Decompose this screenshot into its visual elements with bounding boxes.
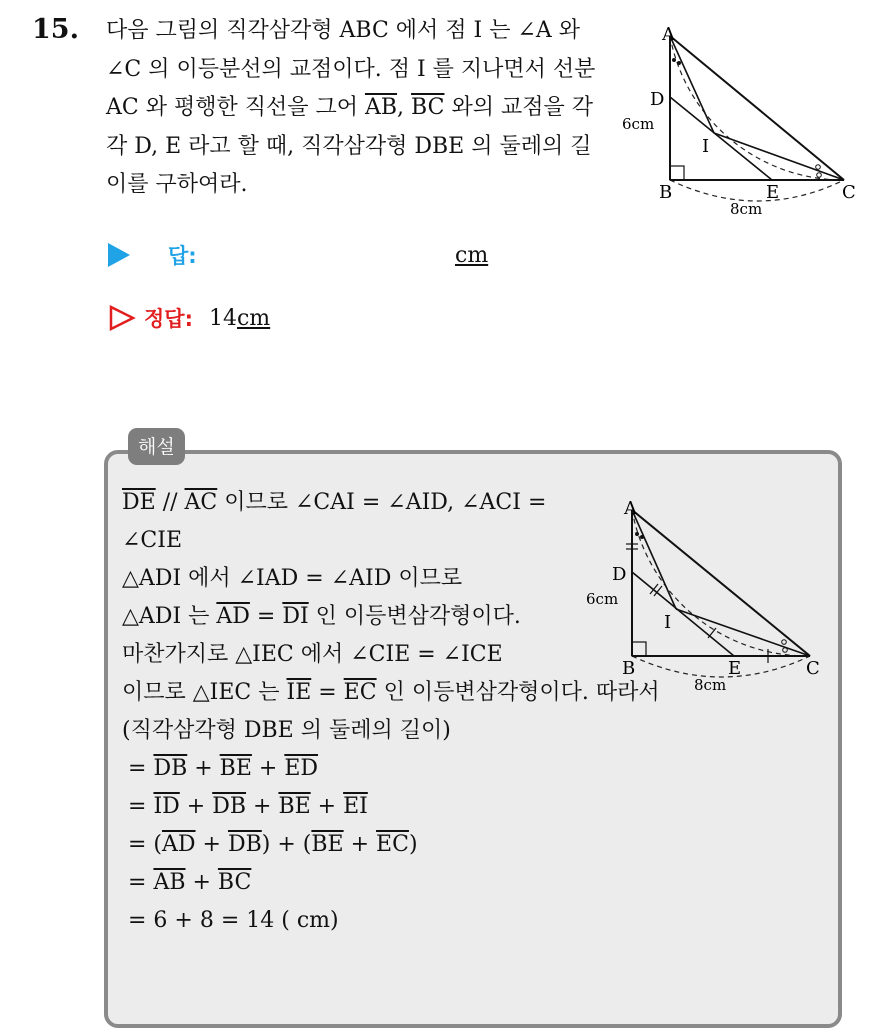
- solution-line-4: 마찬가지로 △IEC 에서 ∠CIE = ∠ICE: [122, 642, 503, 667]
- label-a: A: [662, 24, 675, 45]
- equation-5: = 6 + 8 = 14 ( cm): [128, 908, 339, 933]
- equation-1: = $\overline{DB} + \overline{BE} + \overline{ED}$: [128, 756, 319, 781]
- svg-text:8cm: 8cm: [694, 676, 727, 694]
- label-b: B: [659, 182, 673, 203]
- svg-text:6cm: 6cm: [586, 590, 619, 608]
- answer-unit: cm: [455, 243, 489, 268]
- question-number: 15.: [32, 14, 79, 45]
- side-ab-length: 6cm: [622, 115, 655, 133]
- svg-text:B: B: [622, 658, 636, 679]
- solution-line-6: (직각삼각형 DBE 의 둘레의 길이): [122, 718, 451, 743]
- equation-4: = $\overline{AB} + \overline{BC}$: [128, 870, 252, 895]
- solution-line-5: 이므로 △IEC 는 $\overline{IE} = \overline{EC}$ 인 이등변삼각형이다. 따라서: [122, 680, 660, 705]
- svg-text:E: E: [728, 658, 742, 679]
- svg-text:A: A: [624, 498, 637, 519]
- equation-3: = $(\overline{AD} + \overline{DB}) + (\overline{BE} + \overline{EC})$: [128, 832, 418, 857]
- solution-text: [122, 484, 828, 940]
- solution-line-2: △ADI 에서 ∠IAD = ∠AID 이므로: [122, 566, 463, 591]
- side-bc-length: 8cm: [730, 200, 763, 218]
- solution-line-3: △ADI 는 $\overline{AD} = \overline{DI}$ 인 이등변삼각형이다.: [122, 604, 521, 629]
- label-e: E: [766, 182, 780, 203]
- play-triangle-icon: [108, 243, 130, 267]
- label-i: I: [702, 136, 710, 157]
- label-d: D: [650, 89, 665, 110]
- answer-row: 답:: [108, 240, 197, 270]
- solution-tag: 해설: [128, 428, 185, 465]
- svg-text:I: I: [664, 612, 672, 633]
- equation-2: = $\overline{ID} + \overline{DB} + \overline{BE} + \overline{EI}$: [128, 794, 368, 819]
- label-c: C: [842, 182, 856, 203]
- svg-text:D: D: [612, 564, 627, 585]
- outline-triangle-icon: [108, 304, 136, 332]
- solution-line-1: $\overline{DE} // \overline{AC}$ 이므로 ∠CAI = ∠AID, ∠ACI = ∠CIE: [122, 490, 547, 553]
- svg-text:C: C: [806, 658, 820, 679]
- question-text: 다음 그림의 직각삼각형 ABC 에서 점 I 는 ∠A 와 ∠C 의 이등분선의 교점이다. 점 I 를 지나면서 선분 AC 와 평행한 직선을 그어 $\overline{AB}$, $\overline{BC}$ 와의 교점을 각각 D, E 라고 할 때, 직각삼각형 DBE 의 둘레의 길이를 구하여라.: [106, 18, 596, 197]
- correct-answer-row: 정답: 14cm: [108, 303, 270, 333]
- triangle-figure: [618, 22, 868, 222]
